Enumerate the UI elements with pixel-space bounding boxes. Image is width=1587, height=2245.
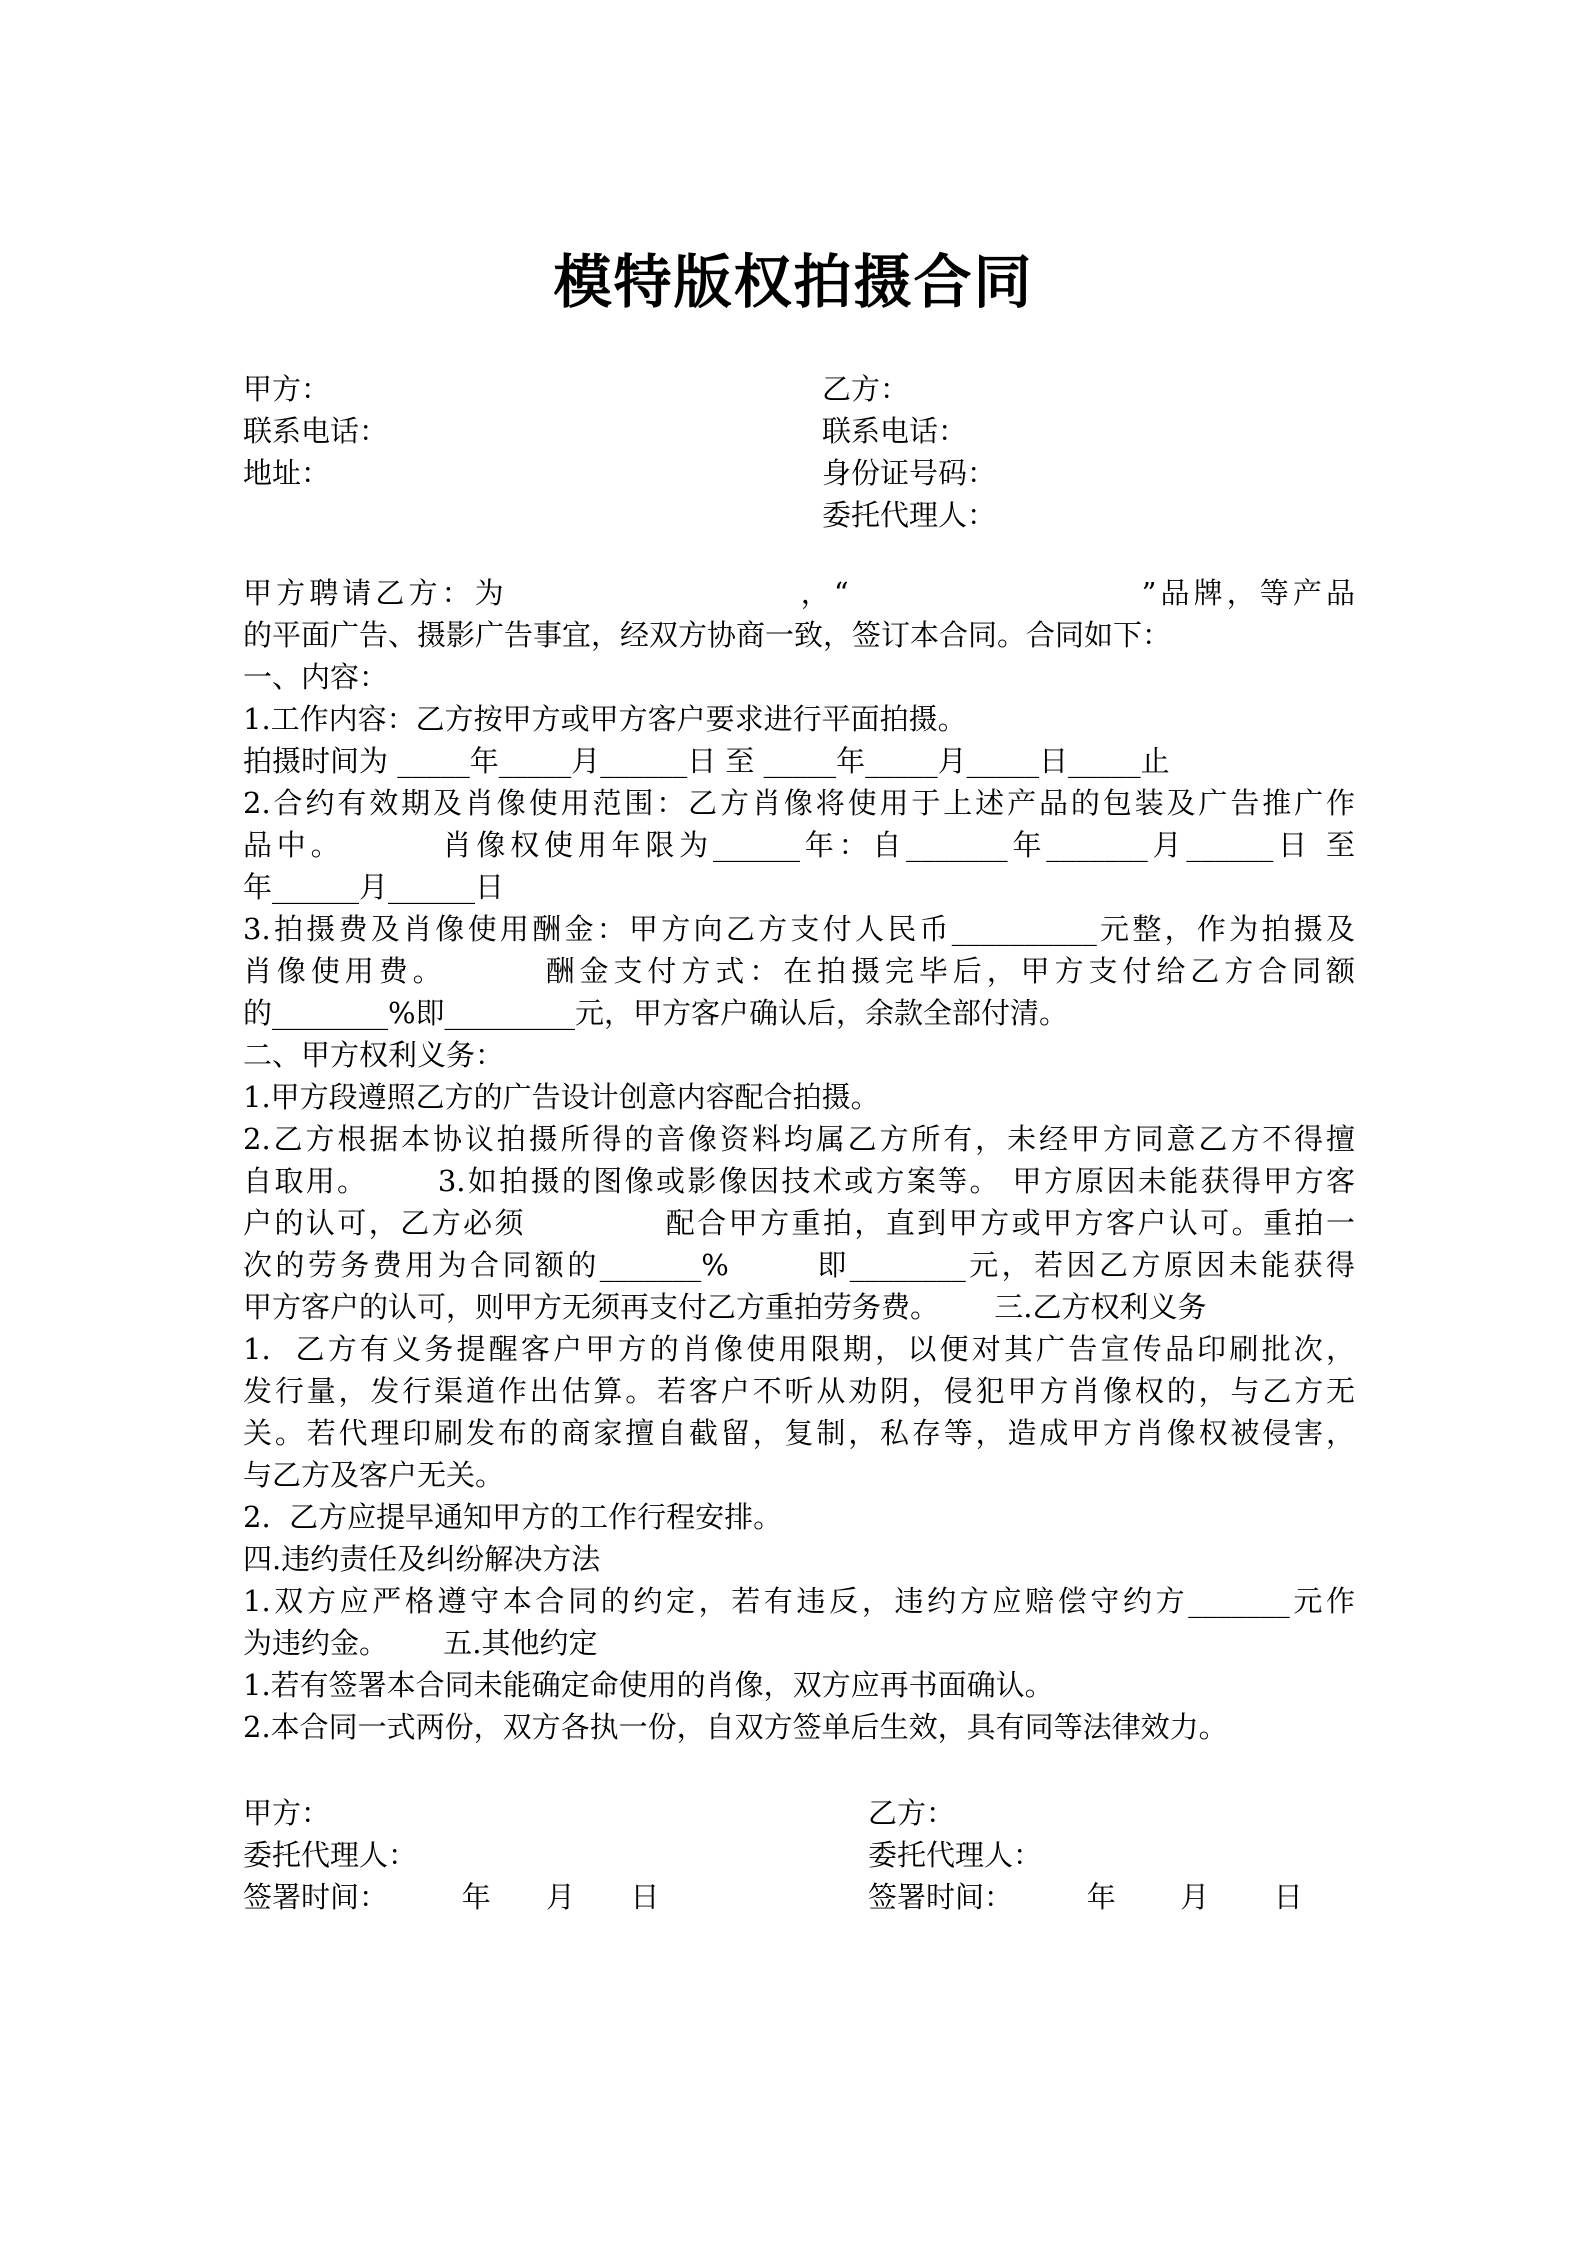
body-line: 发行量，发行渠道作出估算。若客户不听从劝阴，侵犯甲方肖像权的，与乙方无 — [243, 1374, 1355, 1408]
body-line: 拍摄时间为 _____年_____月______日 至 _____年_____月_____日_____止 — [243, 744, 1170, 778]
body-line: 的________%即_________元，甲方客户确认后，余款全部付清。 — [243, 996, 1069, 1030]
body-line: 的平面广告、摄影广告事宜，经双方协商一致，签订本合同。合同如下： — [243, 618, 1172, 652]
body-line: 1. 乙方有义务提醒客户甲方的肖像使用限期，以便对其广告宣传品印刷批次， — [243, 1332, 1355, 1366]
body-line: 2.本合同一式两份，双方各执一份，自双方签单后生效，具有同等法律效力。 — [243, 1710, 1228, 1744]
body-line: 2. 乙方应提早通知甲方的工作行程安排。 — [243, 1500, 783, 1534]
signature-party-b-agent: 委托代理人： — [868, 1838, 1043, 1872]
party-a-address-label: 地址： — [243, 456, 331, 490]
section-heading: 四.违约责任及纠纷解决方法 — [243, 1542, 601, 1576]
section-heading: 一、内容： — [243, 660, 389, 694]
body-line: 2.乙方根据本协议拍摄所得的音像资料均属乙方所有，未经甲方同意乙方不得擅 — [243, 1122, 1355, 1156]
body-line: 1.若有签署本合同未能确定命使用的肖像，双方应再书面确认。 — [243, 1668, 1054, 1702]
body-line: 1.双方应严格遵守本合同的约定，若有违反，违约方应赔偿守约方_______元作 — [243, 1584, 1355, 1618]
body-line: 次的劳务费用为合同额的_______% 即________元，若因乙方原因未能获得 — [243, 1248, 1355, 1282]
signature-party-a-date: 签署时间： 年 月 日 — [243, 1880, 660, 1914]
party-b-phone-label: 联系电话： — [822, 414, 968, 448]
body-line: 户的认可，乙方必须 配合甲方重拍，直到甲方或甲方客户认可。重拍一 — [243, 1206, 1355, 1240]
party-a-label: 甲方： — [243, 372, 331, 406]
party-a-phone-label: 联系电话： — [243, 414, 389, 448]
body-line: 年______月______日 — [243, 870, 505, 904]
party-b-id-label: 身份证号码： — [822, 456, 997, 490]
signature-party-b: 乙方： — [868, 1796, 956, 1830]
signature-party-a: 甲方： — [243, 1796, 331, 1830]
section-heading: 二、甲方权利义务： — [243, 1038, 505, 1072]
body-line: 品中。 肖像权使用年限为______年：自_______年_______月______日 至 — [243, 828, 1355, 862]
party-b-agent-label: 委托代理人： — [822, 498, 997, 532]
body-line: 自取用。 3.如拍摄的图像或影像因技术或方案等。 甲方原因未能获得甲方客 — [243, 1164, 1355, 1198]
body-line: 为违约金。 五.其他约定 — [243, 1626, 598, 1660]
body-line: 关。若代理印刷发布的商家擅自截留，复制，私存等，造成甲方肖像权被侵害， — [243, 1416, 1355, 1450]
document-title: 模特版权拍摄合同 — [553, 248, 1034, 316]
body-line: 与乙方及客户无关。 — [243, 1458, 505, 1492]
party-b-label: 乙方： — [822, 372, 910, 406]
body-line: 1.工作内容：乙方按甲方或甲方客户要求进行平面拍摄。 — [243, 702, 967, 736]
body-line: 2.合约有效期及肖像使用范围：乙方肖像将使用于上述产品的包装及广告推广作 — [243, 786, 1355, 820]
signature-party-a-agent: 委托代理人： — [243, 1838, 418, 1872]
body-line: 甲方客户的认可，则甲方无须再支付乙方重拍劳务费。 三.乙方权利义务 — [243, 1290, 1207, 1324]
signature-party-b-date: 签署时间： 年 月 日 — [868, 1880, 1303, 1914]
contract-body — [243, 572, 1355, 1748]
body-line: 肖像使用费。 酬金支付方式：在拍摄完毕后，甲方支付给乙方合同额 — [243, 954, 1355, 988]
body-line: 3.拍摄费及肖像使用酬金：甲方向乙方支付人民币__________元整，作为拍摄及 — [243, 912, 1355, 946]
body-line: 1.甲方段遵照乙方的广告设计创意内容配合拍摄。 — [243, 1080, 880, 1114]
body-line: 甲方聘请乙方：为 ，“ ”品牌，等产品 — [243, 576, 1355, 610]
